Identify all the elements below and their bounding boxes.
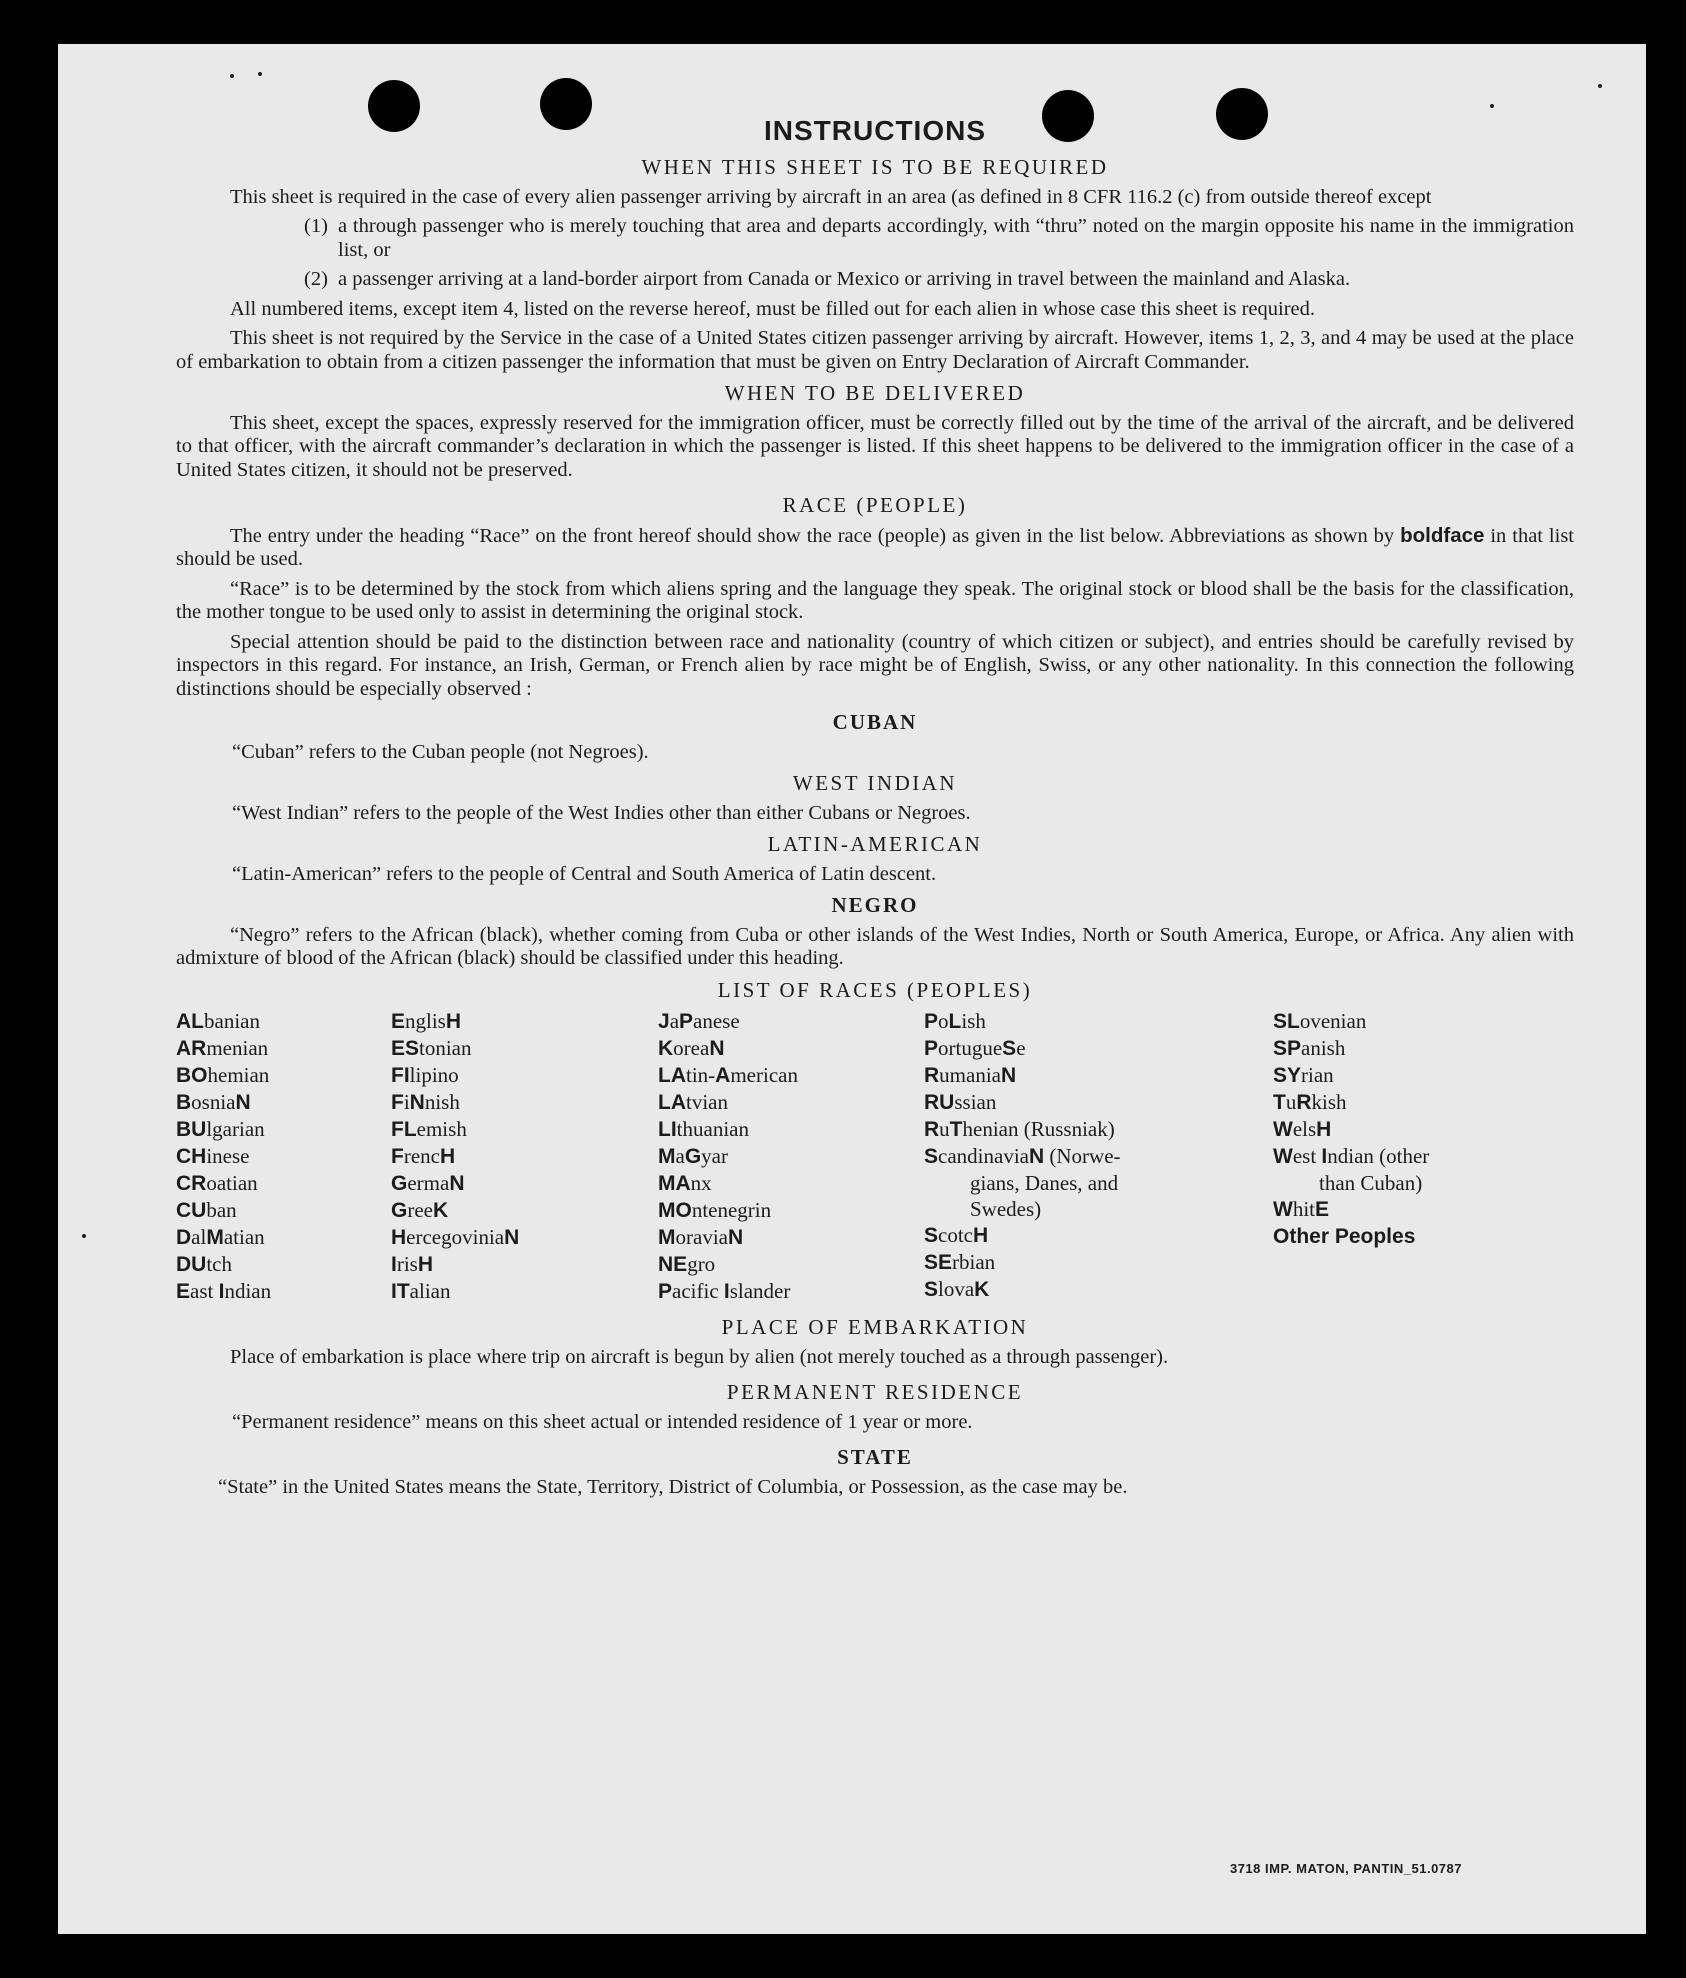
race-abbreviation: SL: [1273, 1010, 1300, 1033]
race-entry: [391, 1224, 519, 1251]
race-entry: [176, 1143, 271, 1170]
race-text: ovenian: [1299, 1009, 1367, 1033]
race-text: i: [403, 1090, 410, 1114]
race-text: alian: [409, 1279, 451, 1303]
race-abbreviation: IT: [391, 1280, 410, 1303]
race-text: erma: [407, 1171, 450, 1195]
speck: [82, 1234, 86, 1238]
race-abbreviation: CH: [176, 1145, 207, 1168]
race-abbreviation: F: [391, 1091, 404, 1114]
race-text: els: [1292, 1117, 1317, 1141]
race-entry: [176, 1251, 271, 1278]
document-sheet: [58, 44, 1646, 1934]
race-entry: [658, 1062, 798, 1089]
race-entry: [658, 1197, 798, 1224]
race-text: yar: [701, 1144, 728, 1168]
race-abbreviation: H: [973, 1224, 989, 1247]
paragraph: “Race” is to be determined by the stock from which aliens spring and the language they speak. The original stock or blood shall be the basis for the classification, the mother tongue to be used only to assist in determining the original stock.: [176, 577, 1574, 623]
race-entry: [924, 1062, 1121, 1089]
race-entry: [391, 1035, 519, 1062]
race-text: o: [938, 1009, 949, 1033]
race-abbreviation: M: [658, 1145, 676, 1168]
paragraph: Place of embarkation is place where trip on aircraft is begun by alien (not merely touched as a through passenger).: [230, 1345, 1169, 1368]
race-text: tin-: [686, 1063, 716, 1087]
race-entry: [658, 1035, 798, 1062]
race-entry: [176, 1008, 271, 1035]
paragraph: “Negro” refers to the African (black), whether coming from Cuba or other islands of the West Indies, North or South America, Europe, or Africa. Any alien with admixture of blood of the African (black) should be classified under this heading.: [176, 923, 1574, 969]
race-text: a: [675, 1144, 685, 1168]
race-abbreviation: N: [1028, 1145, 1045, 1168]
race-text: thuanian: [676, 1117, 749, 1141]
race-text: henian (Russniak): [962, 1117, 1115, 1141]
paragraph: “West Indian” refers to the people of the West Indies other than either Cubans or Negroes.: [232, 801, 971, 824]
paragraph: This sheet is required in the case of every alien passenger arriving by aircraft in an area (as defined in 8 CFR 116.2 (c) from outside thereof except: [230, 185, 1432, 208]
section-heading-embarkation: PLACE OF EMBARKATION: [721, 1315, 1029, 1339]
race-entry: [1273, 1196, 1429, 1223]
section-heading-west-indian: WEST INDIAN: [792, 771, 958, 795]
race-abbreviation: LA: [658, 1091, 686, 1114]
race-abbreviation: CU: [176, 1199, 207, 1222]
race-entry: [1273, 1035, 1429, 1062]
race-column: [176, 1008, 271, 1305]
race-entry: [1273, 1223, 1429, 1250]
race-text: renc: [403, 1144, 440, 1168]
race-abbreviation: ES: [391, 1037, 420, 1060]
race-text: e: [1016, 1036, 1026, 1060]
race-abbreviation: P: [924, 1037, 939, 1060]
race-abbreviation: E: [391, 1010, 406, 1033]
race-entry: [658, 1251, 798, 1278]
race-column: [391, 1008, 519, 1305]
race-abbreviation: K: [974, 1278, 990, 1301]
race-entry: [176, 1224, 271, 1251]
race-text: candinavia: [938, 1144, 1029, 1168]
race-entry: [176, 1197, 271, 1224]
section-heading-race: RACE (PEOPLE): [782, 493, 968, 517]
race-column: [924, 1008, 1121, 1303]
paragraph: “State” in the United States means the State, Territory, District of Columbia, or Possession, as the case may be.: [218, 1475, 1128, 1498]
race-abbreviation: T: [949, 1118, 963, 1141]
item-number: (2): [304, 268, 328, 290]
race-abbreviation: AL: [176, 1010, 204, 1033]
race-abbreviation: G: [391, 1199, 408, 1222]
race-text: Swedes): [970, 1197, 1042, 1221]
race-text: slander: [729, 1279, 791, 1303]
race-abbreviation: K: [658, 1037, 674, 1060]
section-heading-cuban: CUBAN: [832, 710, 918, 734]
race-abbreviation: I: [1321, 1145, 1328, 1168]
race-text: ree: [407, 1198, 433, 1222]
speck: [258, 72, 262, 76]
race-entry: [176, 1170, 271, 1197]
race-entry: [924, 1116, 1121, 1143]
race-text: merican: [730, 1063, 798, 1087]
race-entry: [1273, 1116, 1429, 1143]
race-abbreviation: R: [1296, 1091, 1312, 1114]
race-text: anese: [693, 1009, 740, 1033]
race-text: hemian: [207, 1063, 270, 1087]
list-item: [304, 215, 1574, 262]
race-entry: [658, 1008, 798, 1035]
page-title: INSTRUCTIONS: [764, 115, 986, 146]
race-text: cotc: [938, 1223, 973, 1247]
race-entry: [391, 1170, 519, 1197]
race-entry: [658, 1116, 798, 1143]
race-abbreviation: S: [924, 1278, 939, 1301]
race-abbreviation: BO: [176, 1064, 208, 1087]
race-entry: [176, 1035, 271, 1062]
race-entry: [924, 1170, 1121, 1196]
race-text: ortugue: [938, 1036, 1003, 1060]
race-text: anish: [1301, 1036, 1346, 1060]
race-text: ban: [206, 1198, 237, 1222]
list-item: [304, 268, 1574, 292]
race-text: emish: [416, 1117, 467, 1141]
race-text: ris: [396, 1252, 418, 1276]
race-entry: [391, 1278, 519, 1305]
race-abbreviation: LA: [658, 1064, 686, 1087]
race-text: u: [1285, 1090, 1297, 1114]
race-abbreviation: N: [235, 1091, 251, 1114]
race-abbreviation: N: [409, 1091, 425, 1114]
paragraph: [176, 524, 1574, 572]
race-text: ndian (other: [1327, 1144, 1430, 1168]
race-abbreviation: AR: [176, 1037, 207, 1060]
paragraph: All numbered items, except item 4, listed on the reverse hereof, must be filled out for each alien in whose case this sheet is required.: [230, 297, 1316, 320]
race-abbreviation: W: [1273, 1118, 1293, 1141]
race-abbreviation: G: [684, 1145, 702, 1168]
race-text: u: [939, 1117, 950, 1141]
race-abbreviation: S: [924, 1224, 939, 1247]
paragraph: “Permanent residence” means on this sheet actual or intended residence of 1 year or more.: [232, 1410, 973, 1433]
race-entry: [391, 1062, 519, 1089]
race-abbreviation: P: [679, 1010, 694, 1033]
race-text: ast: [190, 1279, 219, 1303]
race-entry: [658, 1170, 798, 1197]
race-text: al: [191, 1225, 207, 1249]
item-text: a through passenger who is merely touching that area and departs accordingly, with “thru” noted on the margin opposite his name in the immigration list, or: [338, 215, 1574, 261]
race-text: oravia: [675, 1225, 728, 1249]
race-abbreviation: S: [1002, 1037, 1017, 1060]
race-entry: [176, 1089, 271, 1116]
race-abbreviation: R: [924, 1064, 940, 1087]
paragraph: “Cuban” refers to the Cuban people (not Negroes).: [232, 740, 649, 763]
race-abbreviation: N: [449, 1172, 465, 1195]
race-abbreviation: SY: [1273, 1064, 1302, 1087]
race-abbreviation: MO: [658, 1199, 692, 1222]
race-abbreviation: H: [417, 1253, 434, 1276]
section-heading-delivered: WHEN TO BE DELIVERED: [724, 381, 1026, 405]
text-run: The entry under the heading “Race” on the front hereof should show the race (people) as given in the list below. Abbreviations as shown by: [230, 524, 1401, 547]
race-abbreviation: H: [1316, 1118, 1332, 1141]
race-abbreviation: P: [658, 1280, 673, 1303]
race-abbreviation: D: [176, 1226, 192, 1249]
race-text: gians, Danes, and: [970, 1171, 1119, 1195]
race-abbreviation: F: [391, 1145, 404, 1168]
race-abbreviation: A: [715, 1064, 731, 1087]
race-abbreviation: N: [709, 1037, 725, 1060]
instructions-content: [176, 114, 1574, 1505]
race-entry: [1273, 1062, 1429, 1089]
race-abbreviation: Other Peoples: [1273, 1225, 1416, 1248]
race-entry: [658, 1224, 798, 1251]
paragraph: Special attention should be paid to the distinction between race and nationality (country of which citizen or subject), and entries should be carefully revised by inspectors in this regard. For instance, an Irish, German, or French alien by race might be of English, Swiss, or any other nationality. In this connection the following distinctions should be especially observed :: [176, 630, 1574, 700]
race-abbreviation: NE: [658, 1253, 688, 1276]
race-abbreviation: E: [176, 1280, 191, 1303]
race-abbreviation: S: [924, 1145, 939, 1168]
race-abbreviation: H: [439, 1145, 456, 1168]
race-abbreviation: T: [1273, 1091, 1286, 1114]
race-entry: [924, 1008, 1121, 1035]
race-abbreviation: P: [924, 1010, 939, 1033]
race-abbreviation: FI: [391, 1064, 410, 1087]
race-text: nglis: [405, 1009, 446, 1033]
race-text: lova: [938, 1277, 975, 1301]
race-entry: [391, 1143, 519, 1170]
race-text: kish: [1311, 1090, 1347, 1114]
race-abbreviation: G: [391, 1172, 408, 1195]
race-text: tvian: [686, 1090, 728, 1114]
race-abbreviation: LI: [658, 1118, 677, 1141]
race-entry: [1273, 1143, 1429, 1170]
race-text: than Cuban): [1319, 1171, 1423, 1195]
race-text: atian: [223, 1225, 265, 1249]
race-text: (Norwe-: [1044, 1144, 1121, 1168]
section-heading-race-list: LIST OF RACES (PEOPLES): [717, 977, 1033, 1002]
section-heading-latin-american: LATIN-AMERICAN: [767, 832, 983, 856]
race-text: ssian: [954, 1090, 997, 1114]
race-abbreviation: H: [391, 1226, 407, 1249]
race-text: rbian: [952, 1250, 996, 1274]
race-abbreviation: DU: [176, 1253, 207, 1276]
race-entry: [924, 1089, 1121, 1116]
race-entry: [176, 1278, 271, 1305]
race-text: orea: [673, 1036, 710, 1060]
race-text: ntenegrin: [691, 1198, 772, 1222]
race-column: [658, 1008, 798, 1305]
race-text: nish: [424, 1090, 460, 1114]
race-column: [1273, 1008, 1429, 1250]
race-list: [176, 1008, 1574, 1308]
race-abbreviation: L: [948, 1010, 962, 1033]
race-abbreviation: I: [218, 1280, 225, 1303]
race-abbreviation: I: [391, 1253, 397, 1276]
race-abbreviation: E: [1315, 1198, 1330, 1221]
speck: [1490, 104, 1494, 108]
race-entry: [391, 1197, 519, 1224]
race-entry: [924, 1143, 1121, 1170]
race-entry: [924, 1035, 1121, 1062]
race-text: ish: [961, 1009, 986, 1033]
race-abbreviation: H: [445, 1010, 462, 1033]
race-entry: [658, 1089, 798, 1116]
race-abbreviation: BU: [176, 1118, 207, 1141]
race-abbreviation: W: [1273, 1145, 1293, 1168]
item-number: (1): [304, 215, 328, 237]
race-text: oatian: [206, 1171, 258, 1195]
race-entry: [1273, 1008, 1429, 1035]
race-abbreviation: R: [924, 1118, 940, 1141]
section-heading-negro: NEGRO: [831, 893, 919, 917]
race-text: hit: [1292, 1197, 1315, 1221]
race-abbreviation: N: [504, 1226, 520, 1249]
race-entry: [924, 1276, 1121, 1303]
race-entry: [658, 1278, 798, 1305]
race-abbreviation: N: [727, 1226, 744, 1249]
paragraph: This sheet is not required by the Service in the case of a United States citizen passenger arriving by aircraft. However, items 1, 2, 3, and 4 may be used at the place of embarkation to obtain from a citizen passenger the information that must be given on Entry Declaration of Aircraft Commander.: [176, 327, 1574, 373]
section-heading-residence: PERMANENT RESIDENCE: [726, 1380, 1024, 1404]
race-abbreviation: RU: [924, 1091, 955, 1114]
race-abbreviation: W: [1273, 1198, 1293, 1221]
race-entry: [391, 1089, 519, 1116]
race-text: menian: [206, 1036, 269, 1060]
race-abbreviation: FL: [391, 1118, 417, 1141]
race-abbreviation: N: [1000, 1064, 1017, 1087]
item-text: a passenger arriving at a land-border airport from Canada or Mexico or arriving in travel between the mainland and Alaska.: [338, 268, 1351, 290]
race-text: lgarian: [206, 1117, 265, 1141]
race-entry: [924, 1249, 1121, 1276]
race-text: gro: [687, 1252, 716, 1276]
race-text: nx: [690, 1171, 712, 1195]
printer-imprint: 3718 IMP. MATON, PANTIN_51.0787: [1229, 1861, 1462, 1876]
race-text: acific: [672, 1279, 724, 1303]
race-text: est: [1292, 1144, 1322, 1168]
race-abbreviation: B: [176, 1091, 192, 1114]
race-text: inese: [206, 1144, 250, 1168]
section-heading-state: STATE: [837, 1445, 913, 1469]
race-text: banian: [204, 1009, 260, 1033]
race-entry: [658, 1143, 798, 1170]
race-abbreviation: SP: [1273, 1037, 1302, 1060]
race-entry: [924, 1222, 1121, 1249]
race-entry: [1273, 1089, 1429, 1116]
race-abbreviation: J: [658, 1010, 670, 1033]
race-abbreviation: I: [723, 1280, 730, 1303]
paragraph: This sheet, except the spaces, expressly reserved for the immigration officer, must be correctly filled out by the time of the arrival of the aircraft, and be delivered to that officer, with the aircraft commander’s declaration in which the passenger is listed. If this sheet happens to be delivered to the immigration officer in the case of a United States citizen, it should not be preserved.: [176, 411, 1574, 481]
race-text: tch: [206, 1252, 232, 1276]
race-entry: [391, 1116, 519, 1143]
race-entry: [924, 1196, 1121, 1222]
paragraph: “Latin-American” refers to the people of Central and South America of Latin descent.: [232, 862, 937, 885]
race-text: lipino: [409, 1063, 459, 1087]
race-entry: [176, 1062, 271, 1089]
race-text: osnia: [191, 1090, 236, 1114]
section-heading-required: WHEN THIS SHEET IS TO BE REQUIRED: [641, 155, 1109, 179]
race-text: tonian: [419, 1036, 472, 1060]
race-abbreviation: M: [206, 1226, 224, 1249]
boldface-word: boldface: [1400, 523, 1485, 547]
speck: [230, 74, 234, 78]
race-entry: [176, 1116, 271, 1143]
text-run: in that list should be used.: [176, 524, 1574, 570]
race-entry: [391, 1008, 519, 1035]
race-abbreviation: SE: [924, 1251, 953, 1274]
race-abbreviation: MA: [658, 1172, 691, 1195]
race-text: umania: [939, 1063, 1001, 1087]
race-entry: [391, 1251, 519, 1278]
race-text: ndian: [224, 1279, 272, 1303]
race-abbreviation: K: [432, 1199, 449, 1222]
speck: [1598, 84, 1602, 88]
race-text: rian: [1301, 1063, 1334, 1087]
race-abbreviation: CR: [176, 1172, 207, 1195]
race-abbreviation: M: [658, 1226, 676, 1249]
race-entry: [1273, 1170, 1429, 1196]
race-text: a: [669, 1009, 680, 1033]
race-text: ercegovinia: [406, 1225, 505, 1249]
